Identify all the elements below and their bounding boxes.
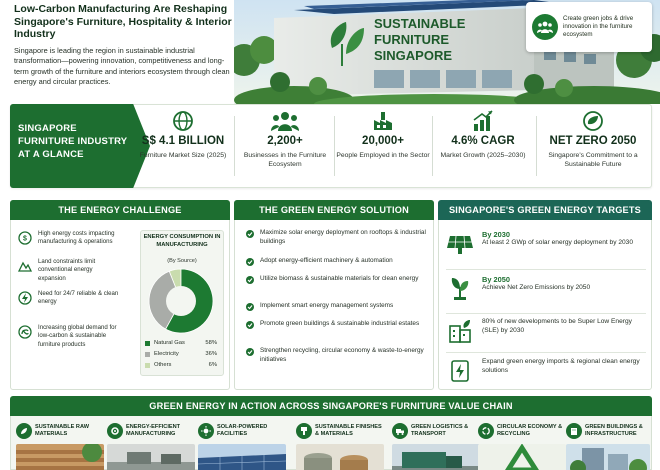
legend-label: Others — [154, 362, 172, 368]
divider — [432, 116, 433, 176]
divider — [234, 116, 235, 176]
value-chain-item — [107, 420, 195, 470]
stat-net-zero — [538, 108, 648, 184]
svg-text:$: $ — [23, 235, 27, 243]
stat-employment — [334, 108, 432, 184]
sign-line-3: SINGAPORE — [374, 48, 453, 63]
legend-row — [145, 351, 217, 357]
callout-text: Create green jobs & drive innovation in the furniture ecosystem — [563, 14, 634, 39]
sign-line-1: SUSTAINABLE — [374, 16, 466, 31]
target-text: 80% of new developments to be Super Low Energy (SLE) by 2030 — [482, 318, 632, 334]
target-item — [446, 358, 646, 384]
value-chain-label: CIRCULAR ECONOMY & RECYCLING — [497, 424, 563, 437]
legend-value: 36% — [205, 351, 217, 357]
value-chain-item — [198, 420, 286, 470]
solution-item — [246, 320, 426, 329]
plant-icon — [446, 275, 474, 301]
challenge-text: Need for 24/7 reliable & clean energy — [38, 290, 119, 306]
stat-label: Furniture Market Size (2025) — [139, 152, 227, 159]
truck-icon — [392, 423, 408, 439]
solution-item — [246, 257, 426, 266]
value-chain-label: SUSTAINABLE FINISHES & MATERIALS — [315, 424, 382, 437]
stat-growth — [434, 108, 532, 184]
stat-value: 4.6% CAGR — [451, 135, 515, 147]
legend-label: Electricity — [154, 351, 179, 357]
target-item — [446, 275, 646, 301]
paint-icon — [296, 423, 312, 439]
value-chain-item — [296, 420, 384, 470]
check-icon — [246, 321, 254, 329]
stat-label: Singapore's Commitment to a Sustainable Future — [548, 152, 638, 168]
energy-challenge-title: THE ENERGY CHALLENGE — [10, 200, 230, 220]
legend-row — [145, 340, 217, 346]
donut-hole — [166, 286, 196, 316]
globe-icon — [172, 110, 194, 132]
solution-item — [246, 347, 426, 364]
target-when: By 2050 — [482, 275, 510, 284]
legend-swatch — [145, 352, 150, 357]
recycle-icon — [18, 325, 32, 339]
raw-materials-photo — [16, 444, 104, 470]
target-text: At least 2 GWp of solar energy deployment by 2030 — [482, 239, 634, 246]
stat-value: S$ 4.1 BILLION — [141, 135, 225, 147]
stat-value: 2,200+ — [267, 135, 303, 147]
stat-businesses — [236, 108, 334, 184]
solar-panel-icon — [446, 230, 474, 256]
stat-label: People Employed in the Sector — [336, 152, 430, 159]
value-chain-label: ENERGY-EFFICIENT MANUFACTURING — [126, 424, 181, 437]
legend-row — [145, 362, 217, 368]
people-icon — [271, 110, 299, 132]
solution-text: Implement smart energy management systems — [260, 302, 394, 309]
check-icon — [246, 276, 254, 284]
manufacturing-photo — [107, 444, 195, 470]
sign-line-2: FURNITURE — [374, 32, 450, 47]
value-chain-item — [392, 420, 480, 470]
solution-text: Utilize biomass & sustainable materials for clean energy — [260, 275, 419, 282]
divider — [536, 116, 537, 176]
solution-item — [246, 229, 426, 246]
value-chain-label: SOLAR-POWERED FACILITIES — [217, 424, 268, 437]
target-when: By 2030 — [482, 230, 510, 239]
solution-text: Promote green buildings & sustainable industrial estates — [260, 320, 420, 327]
legend-value: 6% — [208, 362, 217, 368]
divider — [446, 313, 646, 314]
globe-leaf-icon — [582, 110, 604, 132]
target-item — [446, 230, 646, 256]
factory-icon — [372, 110, 394, 132]
finishes-photo — [296, 444, 384, 470]
legend-label: Natural Gas — [154, 340, 185, 346]
value-chain-label: SUSTAINABLE RAW MATERIALS — [35, 424, 89, 437]
land-icon — [18, 259, 32, 273]
challenge-item — [18, 324, 122, 349]
donut-chart-svg — [148, 268, 214, 334]
challenge-item — [18, 230, 122, 247]
solution-text: Adopt energy-efficient machinery & automation — [260, 257, 393, 264]
solution-text: Strengthen recycling, circular economy & waste-to-energy initiatives — [260, 347, 424, 363]
energy-targets-title: SINGAPORE'S GREEN ENERGY TARGETS — [438, 200, 652, 220]
check-icon — [246, 303, 254, 311]
check-icon — [246, 230, 254, 238]
challenge-item — [18, 258, 122, 283]
stat-market-size — [134, 108, 232, 184]
check-icon — [246, 258, 254, 266]
green-buildings-photo — [566, 444, 650, 470]
stat-label: Market Growth (2025–2030) — [440, 152, 526, 159]
people-icon — [532, 14, 558, 40]
check-icon — [246, 348, 254, 356]
legend-swatch — [145, 363, 150, 368]
value-chain-label: GREEN LOGISTICS & TRANSPORT — [411, 424, 469, 437]
challenge-item — [18, 290, 122, 307]
logistics-photo — [392, 444, 480, 470]
building-icon — [566, 423, 582, 439]
cost-arrows-icon — [18, 231, 32, 245]
divider — [446, 352, 646, 353]
solution-item — [246, 275, 426, 284]
target-text: Achieve Net Zero Emissions by 2050 — [482, 284, 591, 291]
value-chain-title: GREEN ENERGY IN ACTION ACROSS SINGAPORE'S FURNITURE VALUE CHAIN — [10, 396, 652, 416]
solar-facilities-photo — [198, 444, 286, 470]
growth-chart-icon — [472, 110, 494, 132]
stat-value: 20,000+ — [362, 135, 404, 147]
chart-subtitle: (By Source) — [167, 258, 197, 264]
chart-title: ENERGY CONSUMPTION IN MANUFACTURING — [143, 234, 221, 248]
stat-label: Businesses in the Furniture Ecosystem — [243, 152, 327, 168]
target-text: Expand green energy imports & regional clean energy solutions — [482, 358, 640, 374]
legend-value: 58% — [205, 340, 217, 346]
challenge-text: High energy costs impacting manufacturing & operations — [38, 230, 115, 246]
challenge-text: Land constraints limit conventional energy expansion — [38, 258, 96, 282]
circular-economy-photo — [478, 444, 566, 470]
page-title: Low-Carbon Manufacturing Are Reshaping Singapore's Furniture, Hospitality & Interior Industry — [14, 3, 232, 40]
value-chain-item — [478, 420, 566, 470]
gear-icon — [107, 423, 123, 439]
value-chain-item — [16, 420, 104, 470]
green-solution-title: THE GREEN ENERGY SOLUTION — [234, 200, 434, 220]
solar-icon — [198, 423, 214, 439]
value-chain-label: GREEN BUILDINGS & INFRASTRUCTURE — [585, 424, 643, 437]
raw-materials-icon — [16, 423, 32, 439]
legend-swatch — [145, 341, 150, 346]
divider — [446, 269, 646, 270]
challenge-text: Increasing global demand for low-carbon & sustainable furniture products — [38, 324, 117, 348]
hero-description: Singapore is leading the region in sustainable industrial transformation—powering innovation, competitiveness and long-term growth of the furniture and interiors ecosystem through clean energy and circular practices. — [14, 46, 230, 87]
solution-text: Maximize solar energy deployment on rooftops & industrial buildings — [260, 229, 426, 245]
target-item — [446, 318, 646, 344]
glance-label: SINGAPORE FURNITURE INDUSTRY AT A GLANCE — [18, 123, 128, 160]
solution-item — [246, 302, 426, 311]
value-chain-item — [566, 420, 650, 470]
stat-value: NET ZERO 2050 — [549, 135, 637, 147]
green-building-icon — [446, 318, 474, 344]
energy-exchange-icon — [446, 358, 474, 384]
circular-icon — [478, 423, 494, 439]
lightning-icon — [18, 291, 32, 305]
green-jobs-callout — [526, 2, 652, 52]
